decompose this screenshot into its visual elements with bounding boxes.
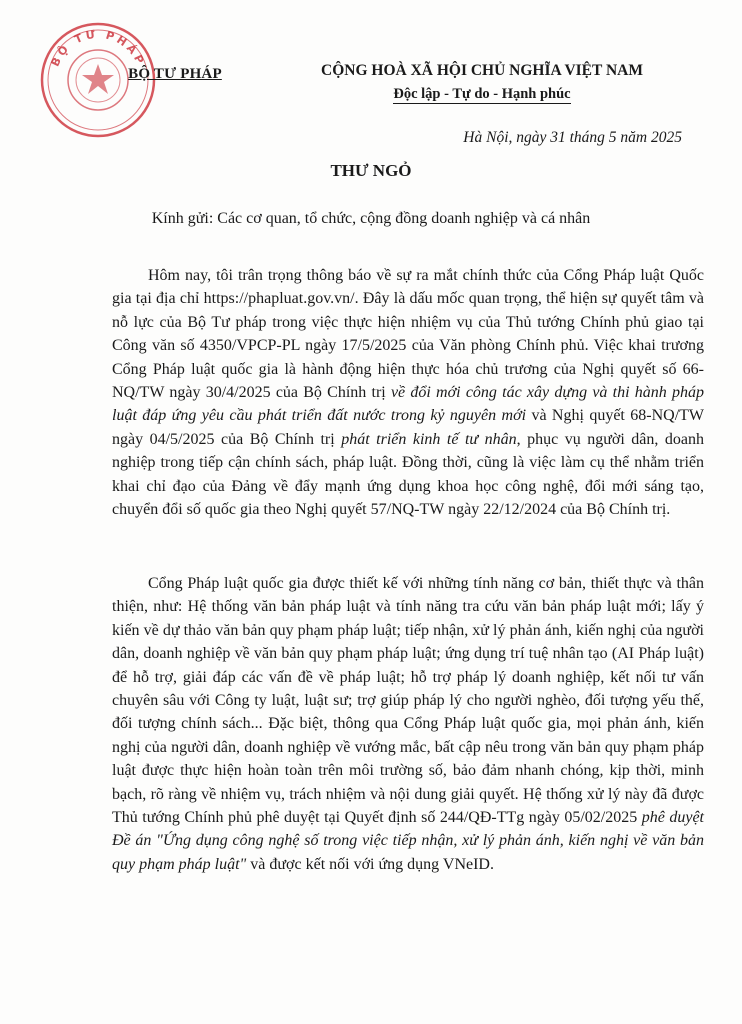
paragraph-1-italic-2: phát triển kinh tế tư nhân [341,430,517,448]
paragraph-2-text-2: và được kết nối với ứng dụng VNeID. [246,855,494,873]
nation-name: CỘNG HOÀ XÃ HỘI CHỦ NGHĨA VIỆT NAM [321,62,643,79]
paragraph-2-italic: phê duyệt Đề án "Ứng dụng công nghệ số trong việc tiếp nhận, xử lý phản ánh, kiến nghị về văn bản quy phạm pháp luật" [112,809,704,873]
paragraph-1-text: Hôm nay, tôi trân trọng thông báo về sự ra mắt chính thức của Cổng Pháp luật Quốc gia tại địa chỉ https://phapluat.gov.vn/. Đây là dấu mốc quan trọng, thể hiện sự quyết tâm và nỗ lực của Bộ Tư pháp trong việc thực hiện nhiệm vụ của Thủ tướng Chính phủ giao tại Công văn số 4350/VPCP-PL ngày 17/5/2025 của Văn phòng Chính phủ. Việc khai trương Cổng Pháp luật quốc gia là hành động hiện thực hóa chủ trương của Nghị quyết số 66-NQ/TW ngày 30/4/2025 của Bộ Chính trị [112,267,704,402]
paragraph-1-text-3: , phục vụ người dân, doanh nghiệp trong tiếp cận chính sách, pháp luật. Đồng thời, cũng là việc làm cụ thể nhằm triển khai chỉ đạo của Đảng về đẩy mạnh ứng dụng khoa học công nghệ, đổi mới sáng tạo, chuyển đổi số quốc gia theo Nghị quyết 57/NQ-TW ngày 22/12/2024 của Bộ Chính trị. [112,430,704,519]
ministry-name: BỘ TƯ PHÁP [128,66,222,82]
national-motto [262,86,702,103]
paragraph-1-italic-1: về đổi mới công tác xây dựng và thi hành pháp luật đáp ứng yêu cầu phát triển đất nước trong kỷ nguyên mới [112,384,704,425]
paragraph-1 [112,264,704,521]
document-title: THƯ NGỎ [330,161,412,180]
paragraph-2-text: Cổng Pháp luật quốc gia được thiết kế với những tính năng cơ bản, thiết thực và thân thiện, như: Hệ thống văn bản pháp luật và tính năng tra cứu văn bản pháp luật mới; lấy ý kiến về dự thảo văn bản quy phạm pháp luật; tiếp nhận, xử lý phản ánh, kiến nghị của người dân, doanh nghiệp về văn bản quy phạm pháp luật; ứng dụng trí tuệ nhân tạo (AI Pháp luật) để hỗ trợ, giải đáp các vấn đề về pháp luật; hỗ trợ pháp lý doanh nghiệp, kết nối tư vấn chuyên sâu với Công ty luật, luật sư; trợ giúp pháp lý cho người nghèo, đối tượng yếu thế, đối tượng chính sách... Đặc biệt, thông qua Cổng Pháp luật quốc gia, mọi phản ánh, kiến nghị của người dân, doanh nghiệp về vướng mắc, bất cập nêu trong văn bản quy phạm pháp luật được thực hiện hoàn toàn trên môi trường số, bảo đảm nhanh chóng, kịp thời, minh bạch, rõ ràng về nhiệm vụ, trách nhiệm và nội dung giải quyết. Hệ thống xử lý này đã được Thủ tướng Chính phủ phê duyệt tại Quyết định số 244/QĐ-TTg ngày 05/02/2025 [112,575,704,827]
svg-text:BỘ TƯ PHÁP: BỘ TƯ PHÁP [48,27,148,69]
motto-text: Độc lập - Tự do - Hạnh phúc [393,86,571,102]
paragraph-2 [112,572,704,876]
salutation: Kính gửi: Các cơ quan, tổ chức, cộng đồng doanh nghiệp và cá nhân [151,210,591,227]
paragraph-1-text-2: và Nghị quyết 68-NQ/TW ngày 04/5/2025 của Bộ Chính trị [112,407,705,448]
dateline: Hà Nội, ngày 31 tháng 5 năm 2025 [463,129,682,146]
